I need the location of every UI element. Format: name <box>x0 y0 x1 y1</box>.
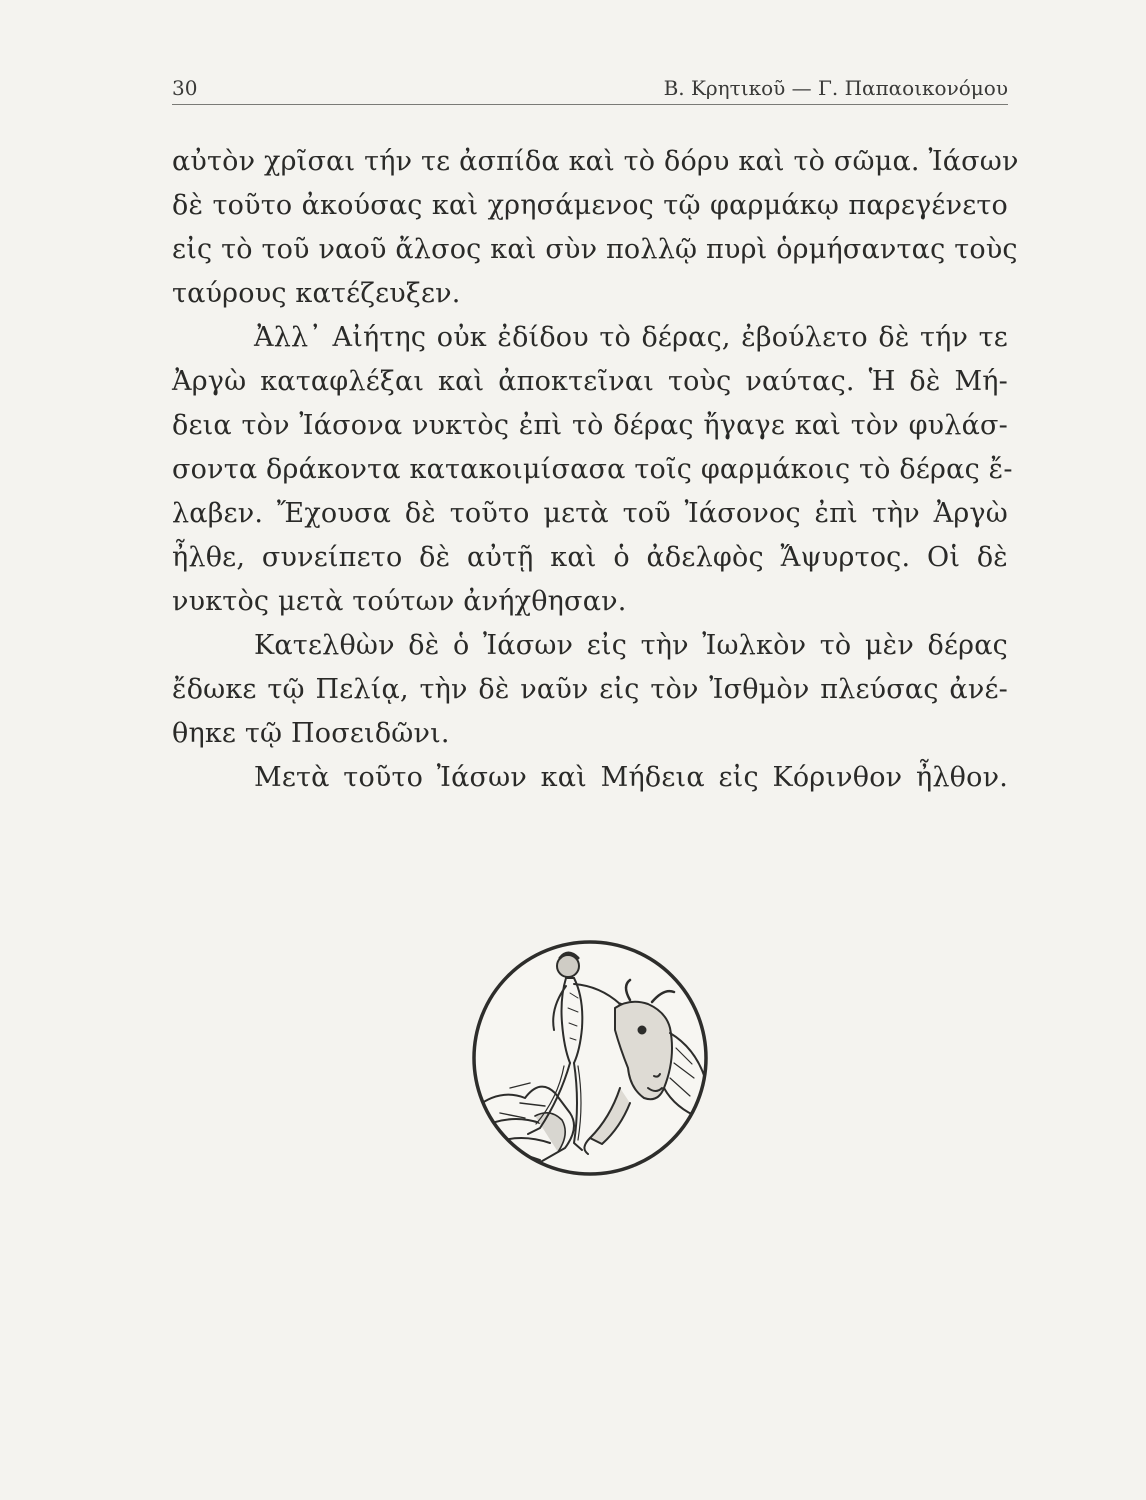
text-line: Ἀργὼ καταφλέξαι καὶ ἀποκτεῖναι τοὺς ναύτας. Ἡ δὲ Μή- <box>172 366 1008 397</box>
running-head: Β. Κρητικοῦ — Γ. Παπαοικονόμου <box>663 76 1008 100</box>
body-text <box>172 140 1019 800</box>
jason-yoking-bull-icon <box>470 938 710 1178</box>
text-line: δὲ τοῦτο ἀκούσας καὶ χρησάμενος τῷ φαρμάκῳ παρεγένετο <box>172 190 1008 221</box>
text-line: ἔδωκε τῷ Πελίᾳ, τὴν δὲ ναῦν εἰς τὸν Ἰσθμὸν πλεύσας ἀνέ- <box>172 674 1008 705</box>
page-number: 30 <box>172 76 198 100</box>
text-line: ἦλθε, συνείπετο δὲ αὐτῇ καὶ ὁ ἀδελφὸς Ἄψυρτος. Οἱ δὲ <box>172 542 1008 573</box>
text-line: αὐτὸν χρῖσαι τήν τε ἀσπίδα καὶ τὸ δόρυ καὶ τὸ σῶμα. Ἰάσων <box>172 146 1019 177</box>
text-line: νυκτὸς μετὰ τούτων ἀνήχθησαν. <box>172 586 627 617</box>
text-line: Μετὰ τοῦτο Ἰάσων καὶ Μήδεια εἰς Κόρινθον ἦλθον. <box>254 762 1008 793</box>
text-line: δεια τὸν Ἰάσονα νυκτὸς ἐπὶ τὸ δέρας ἤγαγε καὶ τὸν φυλάσ- <box>172 410 1008 441</box>
text-line: σοντα δράκοντα κατακοιμίσασα τοῖς φαρμάκοις τὸ δέρας ἔ- <box>172 454 1013 485</box>
text-line: Ἀλλ᾽ Αἰήτης οὐκ ἐδίδου τὸ δέρας, ἐβούλετο δὲ τήν τε <box>254 322 1008 353</box>
text-line: λαβεν. Ἔχουσα δὲ τοῦτο μετὰ τοῦ Ἰάσονος ἐπὶ τὴν Ἀργὼ <box>172 498 1008 529</box>
page-header <box>172 70 1008 105</box>
text-line: Κατελθὼν δὲ ὁ Ἰάσων εἰς τὴν Ἰωλκὸν τὸ μὲν δέρας <box>254 630 1008 661</box>
text-line: εἰς τὸ τοῦ ναοῦ ἄλσος καὶ σὺν πολλῷ πυρὶ ὁρμήσαντας τοὺς <box>172 234 1018 265</box>
text-line: ταύρους κατέζευξεν. <box>172 278 461 309</box>
text-line: θηκε τῷ Ποσειδῶνι. <box>172 718 450 749</box>
